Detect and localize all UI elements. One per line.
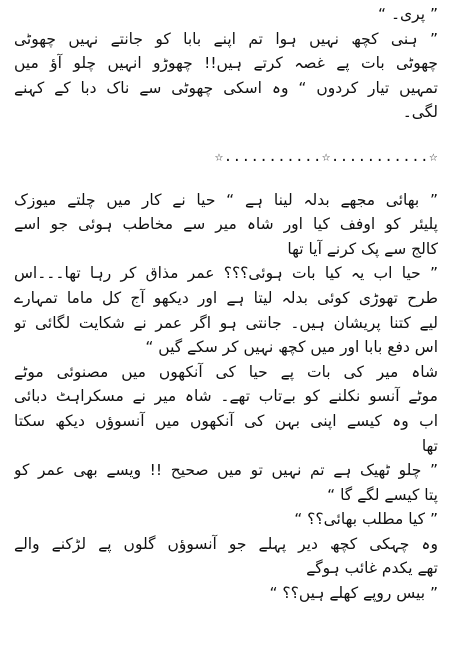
text-line: تھا <box>421 436 438 455</box>
text-line: ” بیس روپے کھلے ہیں؟؟ “ <box>269 584 438 603</box>
text-line: لیے کتنا پریشان ہیں۔ جانتی ہو اگر عمر نے شکایت لگائی تو <box>14 313 438 332</box>
text-line: تھے یکدم غائب ہوگے <box>306 559 438 578</box>
text-line: شاہ میر کی بات پے حیا کی آنکھوں میں مصنوئی موٹے <box>14 362 438 381</box>
paragraph-1 <box>14 2 438 125</box>
text-line: اس دفع بابا اور میں کچھ نہیں کر سکے گیں “ <box>145 338 438 357</box>
text-line: کالج سے پک کرنے آیا تھا <box>287 239 438 258</box>
text-line: ” ہنی کچھ نہیں ہوا تم اپنے بابا کو جانتے نہیں چھوٹی <box>14 29 438 48</box>
text-line: ” بھائی مجھے بدلہ لینا ہے “ حیا نے کار میں چلتے میوزک <box>14 190 438 209</box>
text-line: پتا کیسے لگے گا “ <box>327 485 438 504</box>
text-line: ” کیا مطلب بھائی؟؟ “ <box>294 510 438 529</box>
text-line: پلیئر کو اوفف کیا اور شاہ میر سے مخاطب ہوئی جو اسے <box>14 215 438 234</box>
text-line: چھوٹی بات پے غصہ کرتے ہیں!! چھوڑو انہیں چلو آؤ میں <box>14 54 438 73</box>
text-line: وہ چہکی کچھ دیر پہلے جو آنسوؤں گلوں پے لڑکنے والے <box>14 534 438 553</box>
section-divider: ☆...........☆...........☆ <box>214 148 438 165</box>
text-line: طرح تھوڑی کوئی بدلہ لیتا ہے اور دیکھو آج کل ماما تمہارے <box>14 288 438 307</box>
text-line: ” چلو ٹھیک ہے تم نہیں تو میں صحیح !! ویسے بھی عمر کو <box>14 461 438 480</box>
text-line: موٹے آنسو نکلنے کو بےتاب تھے۔ شاہ میر نے مسکراہٹ دبائی <box>14 387 438 406</box>
paragraph-2 <box>14 188 438 606</box>
text-line: ” حیا اب یہ کیا بات ہوئی؟؟؟ عمر مذاق کر رہا تھا۔۔۔اس <box>14 264 438 283</box>
text-line: اب وہ کیسے اپنی بہن کی آنکھوں میں آنسوؤں دیکھ سکتا <box>14 411 438 430</box>
text-line: تمہیں تیار کردوں “ وہ اسکی چھوٹی سے ناک دبا کے کہنے <box>14 78 438 97</box>
text-line: ” پری۔ “ <box>378 5 438 23</box>
text-line: لگی۔ <box>402 103 438 122</box>
